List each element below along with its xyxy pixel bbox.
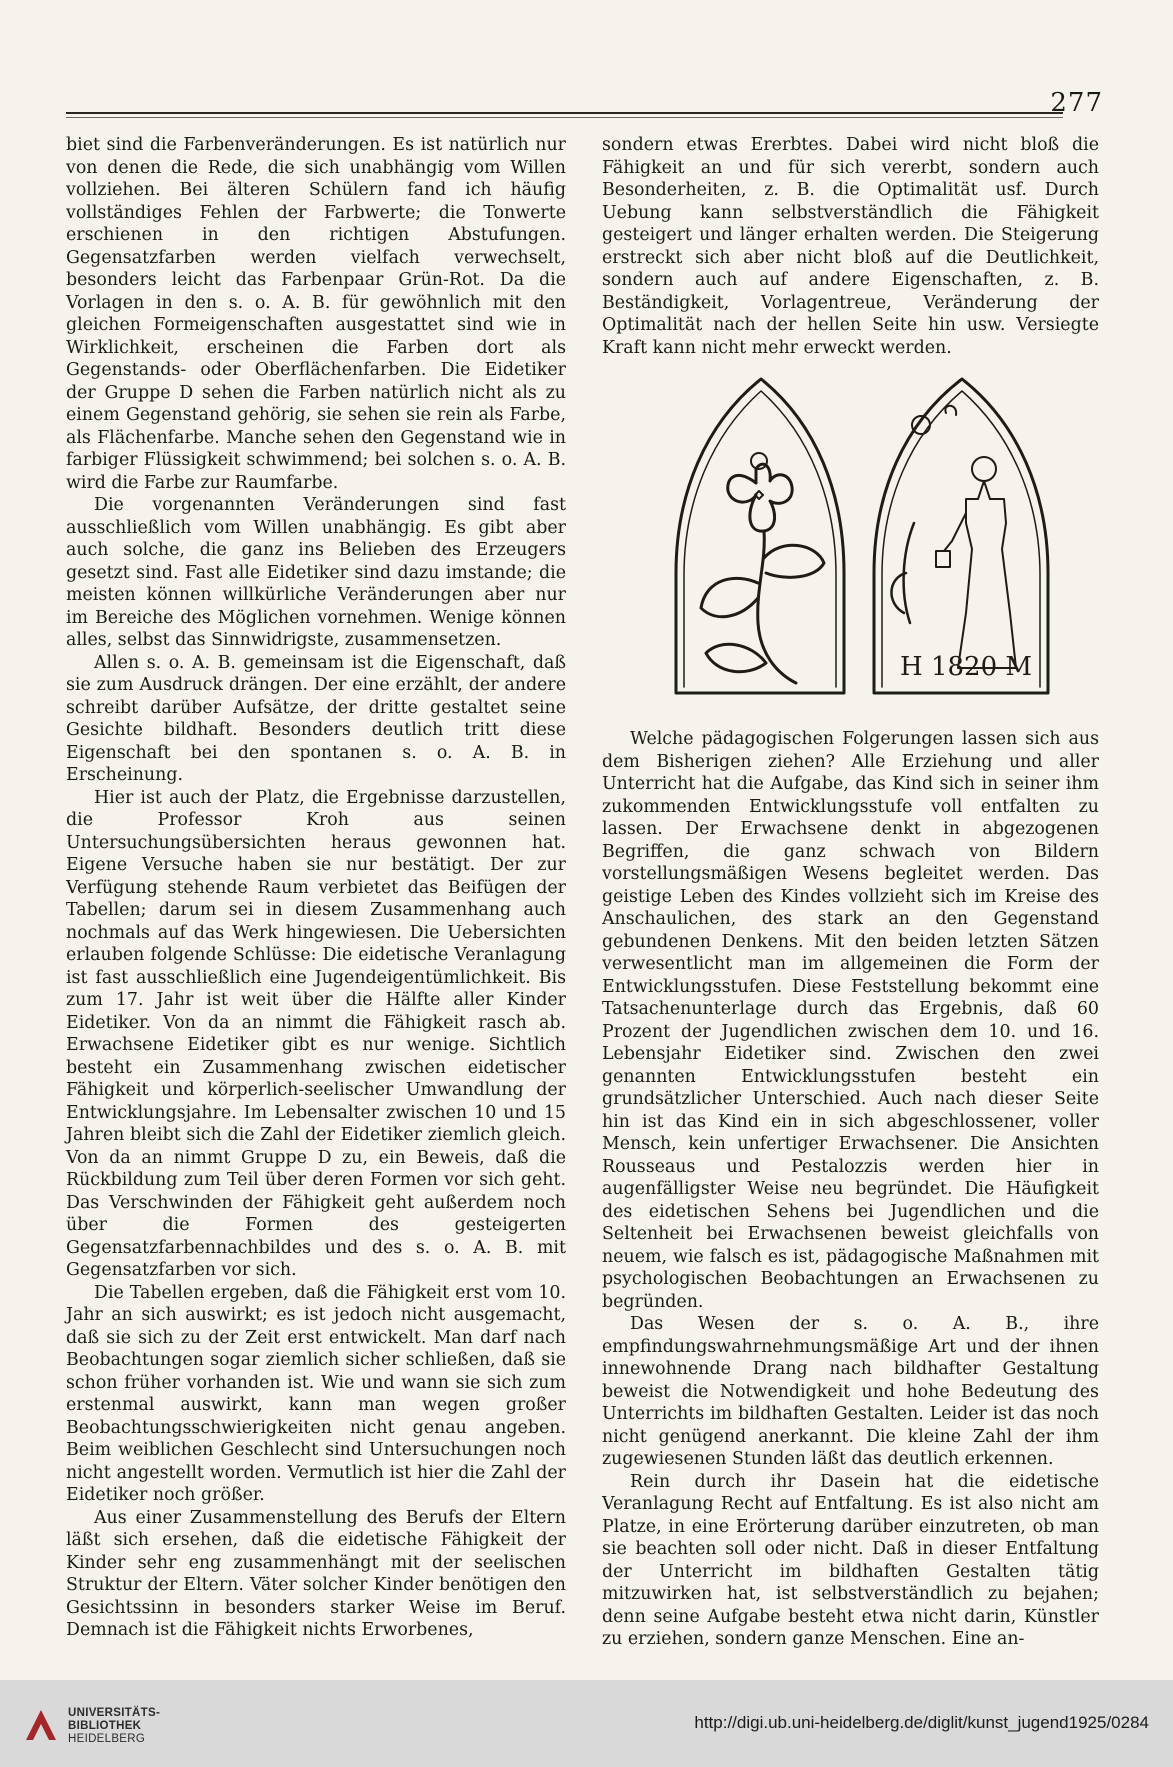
library-name-line1: UNIVERSITÄTS- <box>68 1707 161 1719</box>
figure-inscription: H 1820 M <box>900 652 1032 682</box>
right-column-top <box>602 134 1099 359</box>
paragraph: Die Tabellen ergeben, daß die Fähigkeit erst vom 10. Jahr an sich auswirkt; es ist jedoch nicht ausgemacht, daß sie sich zu der Zeit erst entwickelt. Man darf nach Beobachtungen sogar ziemlich sicher schließen, daß sie schon früher vorhanden ist. Wie und wann sie sich zum erstenmal auswirkt, kann man wegen großer Beobachtungsschwierigkeiten nicht genau angeben. Beim weiblichen Geschlecht sind Untersuchungen noch nicht angestellt worden. Vermutlich ist hier die Zahl der Eidetiker noch größer. <box>66 1282 566 1505</box>
footer-bar <box>0 1680 1173 1767</box>
left-column <box>66 134 566 1642</box>
right-column-bottom <box>602 728 1099 1651</box>
paragraph: Das Wesen der s. o. A. B., ihre empfindungswahrnehmungsmäßige Art und der ihnen innewohnende Drang nach bildhafter Gestaltung beweist die Notwendigkeit und hohe Bedeutung des Unterrichts im bildhaften Gestalten. Leider ist das noch nicht genügend anerkannt. Die kleine Zahl der ihm zugewiesenen Stunden läßt das deutlich erkennen. <box>602 1314 1099 1469</box>
paragraph: Aus einer Zusammenstellung des Berufs der Eltern läßt sich ersehen, daß die eidetische Fähigkeit der Kinder sehr eng zusammenhängt mit der seelischen Struktur der Eltern. Väter solcher Kinder benötigen den Gesichtssinn in besonders starker Weise im Beruf. Demnach ist die Fähigkeit nichts Erworbenes, <box>66 1507 566 1640</box>
source-url[interactable]: http://digi.ub.uni-heidelberg.de/diglit/kunst_jugend1925/0284 <box>694 1713 1149 1732</box>
page-number: 277 <box>1050 88 1103 118</box>
left-arch <box>676 379 844 693</box>
paragraph: Rein durch ihr Dasein hat die eidetische Veranlagung Recht auf Entfaltung. Es ist also nicht am Platze, in eine Erörterung darüber einzutreten, ob man sie beachten soll oder nicht. Daß in dieser Entfaltung der Unterricht im bildhaften Gestalten tätig mitzuwirken hat, ist selbstverständlich zu bejahen; denn seine Aufgabe besteht etwa nicht darin, Künstler zu erziehen, sondern ganze Menschen. Eine an- <box>602 1471 1099 1649</box>
arches-drawing <box>666 373 1066 709</box>
illustration-gothic-arches <box>666 373 1066 709</box>
paragraph: Allen s. o. A. B. gemeinsam ist die Eigenschaft, daß sie zum Ausdruck drängen. Der eine erzählt, der andere schreibt darüber Aufsätze, der dritte gestaltet seine Gesichte bildhaft. Besonders deutlich tritt diese Eigenschaft bei den spontanen s. o. A. B. in Erscheinung. <box>66 652 566 785</box>
library-name-line2: BIBLIOTHEK <box>68 1720 142 1732</box>
paragraph: biet sind die Farbenveränderungen. Es ist natürlich nur von denen die Rede, die sich unabhängig vom Willen vollziehen. Bei älteren Schülern fand ich häufig vollständiges Fehlen der Farbwerte; die Tonwerte erschienen in den richtigen Abstufungen. Gegensatzfarben werden vielfach verwechselt, besonders leicht das Farbenpaar Grün-Rot. Da die Vorlagen in den s. o. A. B. für gewöhnlich mit den gleichen Formeigenschaften ausgestattet sind wie in Wirklichkeit, erscheinen die Farben dort als Gegenstands- oder Oberflächenfarben. Die Eidetiker der Gruppe D sehen die Farben natürlich nicht als zu einem Gegenstand gehörig, sie sehen sie rein als Farbe, als Flächenfarbe. Manche sehen den Gegenstand wie in farbiger Flüssigkeit schwimmend; bei solchen s. o. A. B. wird die Farbe zur Raumfarbe. <box>66 135 566 493</box>
paragraph: Die vorgenannten Veränderungen sind fast ausschließlich vom Willen unabhängig. Es gibt aber auch solche, die ganz ins Belieben des Erzeugers gesetzt sind. Fast alle Eidetiker sind dazu imstande; die meisten können willkürliche Veränderungen aber nur im Bereiche des Möglichen vornehmen. Wenige können alles, selbst das Sinnwidrigste, zusammensetzen. <box>66 495 566 650</box>
library-logo-icon <box>22 1706 60 1744</box>
library-name-line3: HEIDELBERG <box>68 1733 146 1745</box>
paragraph: Hier ist auch der Platz, die Ergebnisse darzustellen, die Professor Kroh aus seinen Untersuchungsübersichten heraus gewonnen hat. Eigene Versuche haben sie nur bestätigt. Der zur Verfügung stehende Raum verbietet das Beifügen der Tabellen; darum sei in diesem Zusammenhang auch nochmals auf das Werk hingewiesen. Die Uebersichten erlauben folgende Schlüsse: Die eidetische Veranlagung ist fast ausschließlich eine Jugendeigentümlichkeit. Bis zum 17. Jahr ist weit über die Hälfte aller Kinder Eidetiker. Von da an nimmt die Fähigkeit rasch ab. Erwachsene Eidetiker gibt es nur wenige. Sichtlich besteht ein Zusammenhang zwischen eidetischer Fähigkeit und körperlich-seelischer Umwandlung der Entwicklungsjahre. Im Lebensalter zwischen 10 und 15 Jahren bleibt sich die Zahl der Eidetiker ziemlich gleich. Von da an nimmt Gruppe D zu, ein Beweis, daß die Rückbildung zum Teil über deren Formen vor sich geht. Das Verschwinden der Fähigkeit geht außerdem noch über die Formen des gesteigerten Gegensatzfarbennachbildes und des s. o. A. B. mit Gegensatzfarben vor sich. <box>66 787 566 1280</box>
header-rule-thin <box>66 117 1063 118</box>
library-name <box>68 1707 160 1746</box>
header-rule <box>66 112 1063 114</box>
paragraph: sondern etwas Ererbtes. Dabei wird nicht bloß die Fähigkeit an und für sich vererbt, sondern auch Besonderheiten, z. B. die Optimalität usf. Durch Uebung kann selbstverständlich die Fähigkeit gesteigert und länger erhalten werden. Die Steigerung erstreckt sich aber nicht bloß auf die Deutlichkeit, sondern auch auf andere Eigenschaften, z. B. Beständigkeit, Vorlagentreue, Veränderung der Optimalität nach der hellen Seite hin usw. Versiegte Kraft kann nicht mehr erweckt werden. <box>602 135 1099 358</box>
paragraph: Welche pädagogischen Folgerungen lassen sich aus dem Bisherigen ziehen? Alle Erziehung und aller Unterricht hat die Aufgabe, das Kind sich in seiner ihm zukommenden Entwicklungsstufe voll entfalten zu lassen. Der Erwachsene denkt in abgezogenen Begriffen, die ganz schwach von Bildern vorstellungsmäßigen Wesens begleitet werden. Das geistige Leben des Kindes vollzieht sich im Kreise des Anschaulichen, des stark an den Gegenstand gebundenen Denkens. Mit den beiden letzten Sätzen verwesentlicht man im allgemeinen die Form der Entwicklungsstufen. Diese Feststellung bekommt eine Tatsachenunterlage durch das Ergebnis, daß 60 Prozent der Jugendlichen zwischen dem 10. und 16. Lebensjahr Eidetiker sind. Zwischen den zwei genannten Entwicklungsstufen besteht ein grundsätzlicher Unterschied. Auch nach dieser Seite hin ist das Kind ein in sich abgeschlossener, voller Mensch, kein unfertiger Erwachsener. Die Ansichten Rousseaus und Pestalozzis werden hier in augenfälligster Weise neu begründet. Die Häufigkeit des eidetischen Sehens bei Jugendlichen und die Seltenheit bei Erwachsenen beweist gleichfalls von neuem, wie falsch es ist, pädagogische Maßnahmen mit psychologischen Beobachtungen an Erwachsenen zu begründen. <box>602 729 1099 1312</box>
